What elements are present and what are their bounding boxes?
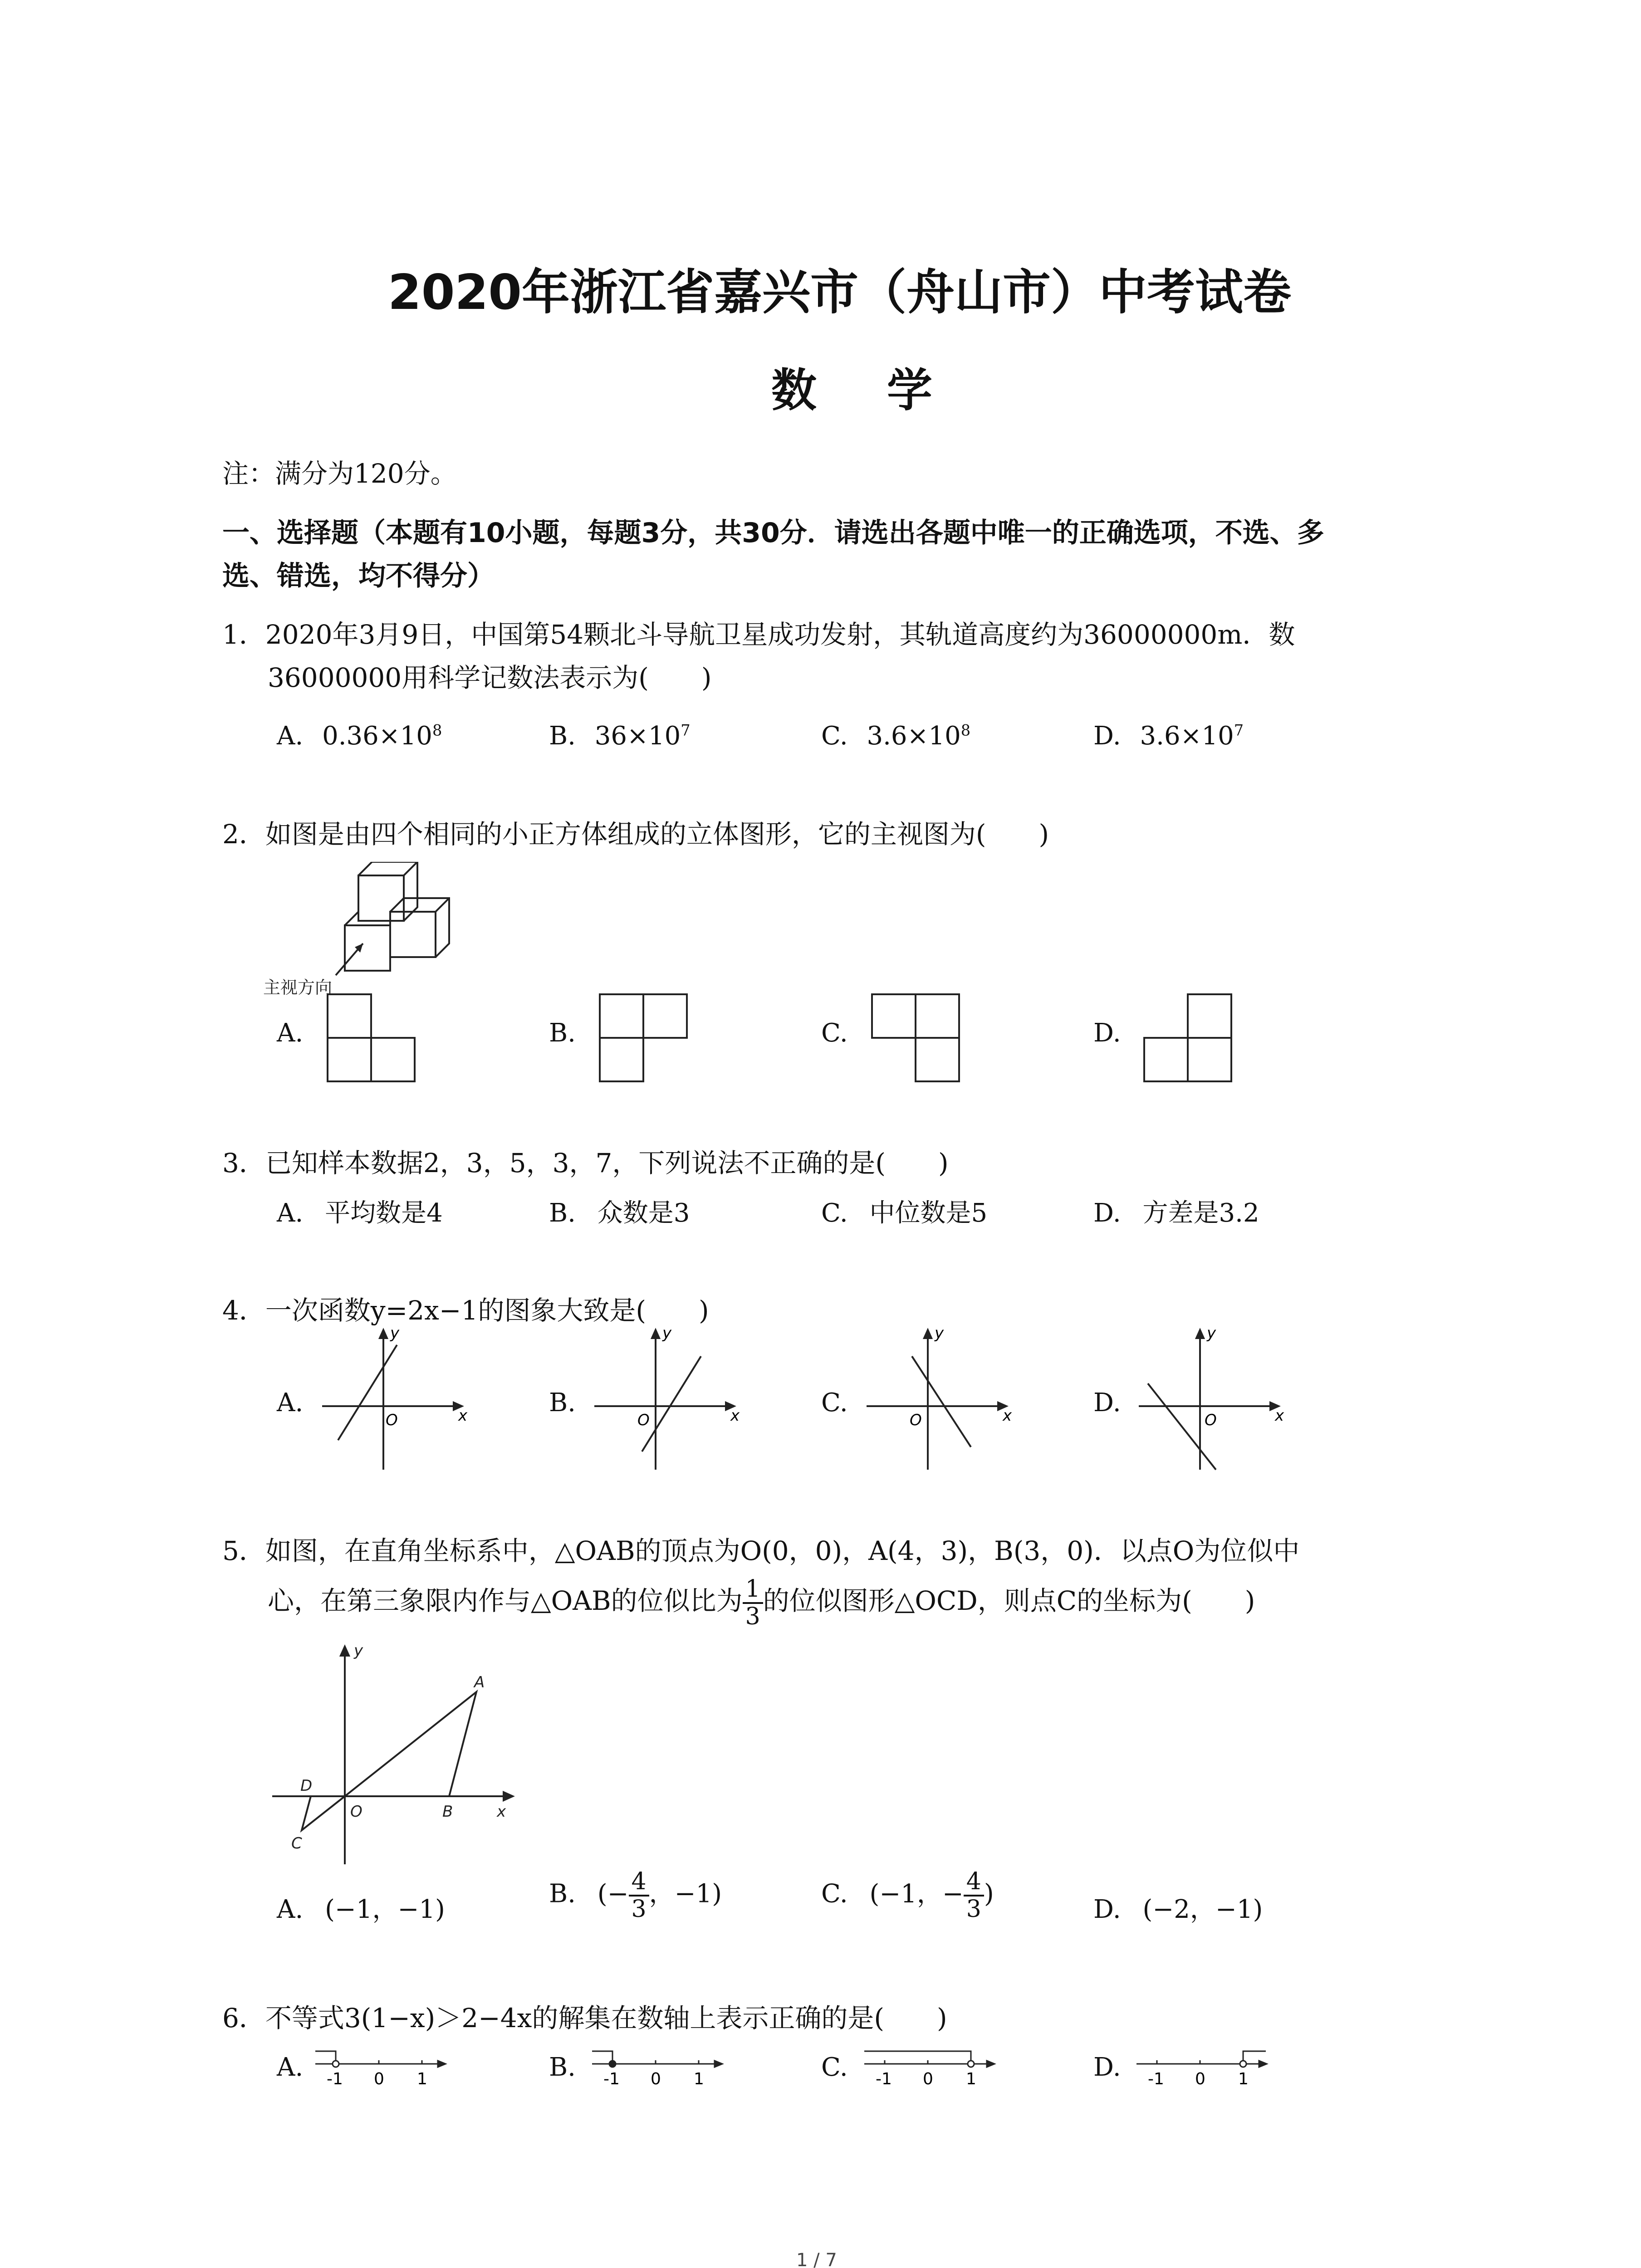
q1-option-a[interactable]	[277, 721, 442, 751]
option-exp: 8	[432, 721, 442, 739]
q3-text: 3．已知样本数据2，3，5，3，7，下列说法不正确的是( )	[222, 1148, 949, 1178]
q4-option-a-graph[interactable]	[318, 1325, 472, 1479]
fraction-numerator: 4	[629, 1869, 649, 1897]
option-label: B.	[549, 721, 576, 751]
q3-option-d[interactable]	[1093, 1193, 1259, 1229]
similarity-ratio	[743, 1576, 763, 1630]
q5-option-c[interactable]	[821, 1869, 994, 1922]
q4-text: 4．一次函数y=2x−1的图象大致是( )	[222, 1295, 709, 1326]
q5-option-d[interactable]	[1093, 1889, 1263, 1926]
q6-text: 6．不等式3(1−x)＞2−4x的解集在数轴上表示正确的是( )	[222, 2003, 947, 2033]
point-a-label: A	[474, 1673, 485, 1691]
q2-option-d-label[interactable]: D.	[1093, 1018, 1121, 1048]
q2-option-c-label[interactable]: C.	[821, 1018, 848, 1048]
option-label: A.	[277, 1198, 304, 1228]
q1-line2: 36000000用科学记数法表示为( )	[268, 662, 712, 693]
origin-label: O	[637, 1411, 650, 1429]
option-label: D.	[1093, 1198, 1121, 1228]
option-fraction	[629, 1869, 649, 1922]
option-base: 36×10	[594, 721, 681, 751]
q6-option-a-numberline[interactable]	[313, 2041, 454, 2096]
q4-option-b-label[interactable]: B.	[549, 1388, 576, 1418]
option-label: C.	[821, 1198, 848, 1228]
option-fraction	[964, 1869, 984, 1922]
q6-option-c-numberline[interactable]	[862, 2041, 1003, 2096]
q6-option-c-label[interactable]: C.	[821, 2053, 848, 2082]
option-text-pre: (−	[597, 1879, 629, 1909]
view-direction-label: 主视方向	[263, 978, 333, 997]
q1-option-b[interactable]	[549, 721, 691, 751]
q6-option-b-numberline[interactable]	[590, 2041, 730, 2096]
tick-label: -1	[876, 2070, 892, 2088]
score-note: 注：满分为120分。	[222, 458, 457, 489]
option-text: (−2，−1)	[1142, 1895, 1263, 1924]
q5-option-a[interactable]	[277, 1889, 445, 1926]
option-label: D.	[1093, 1895, 1121, 1924]
q3-option-a[interactable]	[277, 1193, 443, 1229]
q6-option-a-label[interactable]: A.	[277, 2053, 304, 2082]
tick-label: 0	[1195, 2070, 1205, 2088]
axis-y-label: y	[390, 1325, 400, 1342]
q4-option-c-label[interactable]: C.	[821, 1388, 848, 1418]
q3-option-b[interactable]	[549, 1193, 690, 1229]
q1-option-c[interactable]	[821, 721, 970, 751]
section-heading-line1: 一、选择题（本题有10小题，每题3分，共30分．请选出各题中唯一的正确选项，不选、多	[222, 517, 1324, 549]
q2-cube-figure	[254, 862, 508, 998]
q2-option-c-figure[interactable]	[871, 993, 962, 1084]
axis-y-label: y	[935, 1325, 944, 1342]
option-label: C.	[821, 721, 848, 751]
q2-text: 2．如图是由四个相同的小正方体组成的立体图形，它的主视图为( )	[222, 819, 1049, 850]
axis-y-label: y	[662, 1325, 672, 1342]
q3-option-c[interactable]	[821, 1193, 987, 1229]
origin-label: O	[910, 1411, 922, 1429]
tick-label: 1	[694, 2070, 704, 2088]
tick-label: 1	[966, 2070, 976, 2088]
tick-label: -1	[327, 2070, 343, 2088]
origin-label: O	[386, 1411, 398, 1429]
exam-title: 2020年浙江省嘉兴市（舟山市）中考试卷	[388, 264, 1292, 320]
axis-x-label: x	[458, 1407, 468, 1425]
q6-option-d-label[interactable]: D.	[1093, 2053, 1121, 2082]
q2-option-a-figure[interactable]	[327, 993, 417, 1084]
axis-x-label: x	[1003, 1407, 1012, 1425]
q4-option-d-graph[interactable]	[1134, 1325, 1288, 1479]
fraction-denominator: 3	[966, 1896, 981, 1923]
tick-label: 0	[923, 2070, 933, 2088]
option-text-pre: (−1，−	[869, 1879, 964, 1909]
tick-label: 1	[417, 2070, 427, 2088]
q5-line1: 5．如图，在直角坐标系中，△OAB的顶点为O(0，0)，A(4，3)，B(3，0)．以点O为位似中	[222, 1535, 1300, 1566]
option-label: D.	[1093, 721, 1121, 751]
q6-option-b-label[interactable]: B.	[549, 2053, 576, 2082]
tick-label: 0	[651, 2070, 661, 2088]
q5-option-b[interactable]	[549, 1869, 722, 1922]
tick-label: 0	[374, 2070, 384, 2088]
option-exp: 7	[1234, 721, 1244, 739]
option-label: B.	[549, 1198, 576, 1228]
option-text: (−1，−1)	[325, 1895, 445, 1924]
axis-x-label: x	[730, 1407, 740, 1425]
tick-label: -1	[1148, 2070, 1164, 2088]
q5-line2	[268, 1576, 1255, 1630]
option-label: A.	[277, 1895, 304, 1924]
option-text: 方差是3.2	[1142, 1198, 1259, 1228]
ratio-denominator: 3	[745, 1603, 760, 1631]
q4-option-d-label[interactable]: D.	[1093, 1388, 1121, 1418]
option-label: C.	[821, 1879, 848, 1909]
option-base: 0.36×10	[322, 721, 432, 751]
axis-x-label: x	[1275, 1407, 1284, 1425]
axis-y-label: y	[1207, 1325, 1216, 1342]
point-b-label: B	[442, 1803, 453, 1821]
section-heading-line2: 选、错选，均不得分）	[222, 560, 495, 592]
point-d-label: D	[300, 1777, 313, 1795]
page-number: 1 / 7	[796, 2250, 837, 2268]
fraction-denominator: 3	[631, 1896, 647, 1923]
option-text: 平均数是4	[325, 1198, 443, 1228]
q1-option-d[interactable]	[1093, 721, 1244, 751]
tick-label: -1	[603, 2070, 620, 2088]
point-c-label: C	[291, 1834, 302, 1853]
option-text: 中位数是5	[869, 1198, 988, 1228]
axis-x-label: x	[497, 1803, 506, 1821]
origin-label: O	[1205, 1411, 1217, 1429]
axis-y-label: y	[354, 1642, 363, 1660]
option-label: B.	[549, 1879, 576, 1909]
option-text: 众数是3	[597, 1198, 690, 1228]
q4-option-b-graph[interactable]	[590, 1325, 744, 1479]
q5-line2-end: 的位似图形△OCD，则点C的坐标为( )	[763, 1585, 1255, 1617]
ratio-numerator: 1	[743, 1576, 763, 1604]
q5-coordinate-figure	[268, 1642, 522, 1869]
q5-line2-start: 心，在第三象限内作与△OAB的位似比为	[268, 1585, 743, 1617]
q1-line1: 1．2020年3月9日，中国第54颗北斗导航卫星成功发射，其轨道高度约为36000000m．数	[222, 619, 1295, 650]
q2-option-d-figure[interactable]	[1143, 993, 1234, 1084]
q6-option-d-numberline[interactable]	[1134, 2041, 1275, 2096]
tick-label: 1	[1238, 2070, 1249, 2088]
option-base: 3.6×10	[867, 721, 961, 751]
option-text-post: ，−1)	[649, 1879, 722, 1909]
option-label: A.	[277, 721, 304, 751]
q2-option-b-label[interactable]: B.	[549, 1018, 576, 1048]
origin-label: O	[350, 1803, 362, 1821]
q4-option-c-graph[interactable]	[862, 1325, 1016, 1479]
option-text-post: )	[984, 1879, 994, 1909]
subject-title: 数 学	[771, 364, 960, 417]
option-exp: 7	[681, 721, 691, 739]
q4-option-a-label[interactable]: A.	[277, 1388, 304, 1418]
q2-option-b-figure[interactable]	[599, 993, 690, 1084]
fraction-numerator: 4	[964, 1869, 984, 1897]
option-exp: 8	[960, 721, 971, 739]
option-base: 3.6×10	[1140, 721, 1234, 751]
q2-option-a-label[interactable]: A.	[277, 1018, 304, 1048]
